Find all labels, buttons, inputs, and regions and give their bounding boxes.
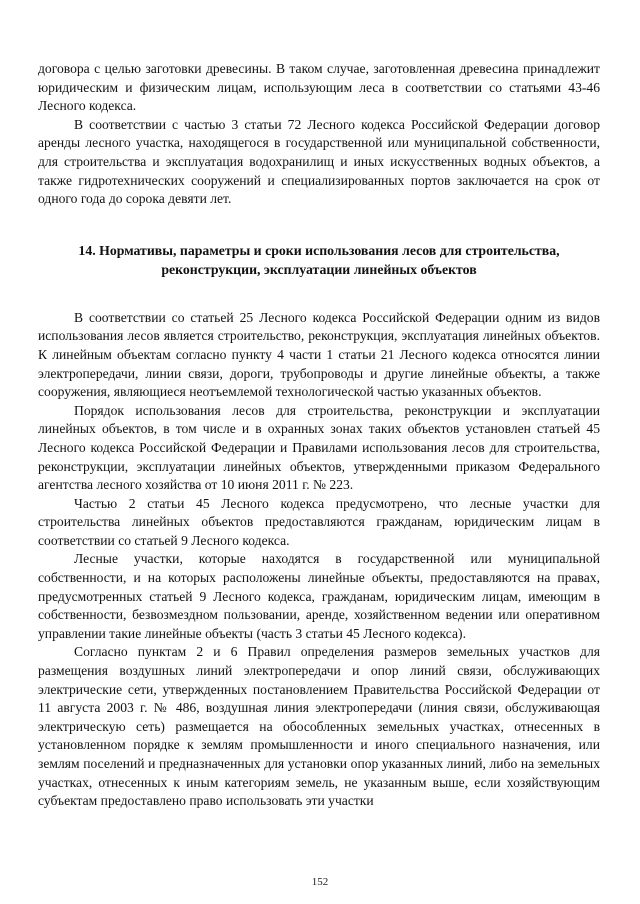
section-paragraph-2: Порядок использования лесов для строительства, реконструкции и эксплуатации линейных объектов, в том числе и в охранных зонах таких объектов установлен статьей 45 Лесного кодекса Российской Федерации и Правилами использования лесов для строительства, реконструкции, эксплуатации линейных объектов, утвержденными приказом Федерального агентства лесного хозяйства от 10 июня 2011 г. № 223. <box>38 402 600 493</box>
page-number: 152 <box>311 876 329 888</box>
section-heading-line-2: реконструкции, эксплуатации линейных объектов <box>161 261 477 277</box>
section-paragraph-5: Согласно пунктам 2 и 6 Правил определения размеров земельных участков для размещения воздушных линий электропередачи и опор линий связи, обслуживающих электрические сети, утвержденных постановлением Правительства Российской Федерации от 11 августа 2003 г. № 486, воздушная линия электропередачи (линия связи, обслуживающая электрическую сеть) размещается на обособленных земельных участках, отнесенных в установленном порядке к землям промышленности и иного специального назначения, или землям поселений и предназначенных для установки опор указанных линий, либо на земельных участках, отнесенных к иным категориям земель, не указанным выше, если хозяйствующим субъектам предоставлено право использовать эти участки <box>38 644 600 809</box>
section-paragraph-3: Частью 2 статьи 45 Лесного кодекса предусмотрено, что лесные участки для строительства линейных объектов предоставляются гражданам, юридическим лицам в соответствии со статьей 9 Лесного кодекса. <box>38 495 600 548</box>
document-page <box>38 60 600 811</box>
section-paragraph-4: Лесные участки, которые находятся в государственной или муниципальной собственности, и на которых расположены линейные объекты, предоставляются на правах, предусмотренных статьей 9 Лесного кодекса, гражданам, юридическим лицам, имеющим в собственности, безвозмездном пользовании, аренде, хозяйственном ведении или оперативном управлении такие линейные объекты (часть 3 статьи 45 Лесного кодекса). <box>38 551 600 641</box>
section-paragraph-1: В соответствии со статьей 25 Лесного кодекса Российской Федерации одним из видов использования лесов является строительство, реконструкция, эксплуатация линейных объектов. К линейным объектам согласно пункту 4 части 1 статьи 21 Лесного кодекса относятся линии электропередачи, линии связи, дороги, трубопроводы и другие линейные объекты, а также сооружения, являющиеся неотъемлемой технологической частью указанных объектов. <box>38 309 600 400</box>
section-heading-line-1: 14. Нормативы, параметры и сроки использования лесов для строительства, <box>78 242 560 258</box>
section-heading <box>38 241 600 279</box>
intro-paragraph-1: договора с целью заготовки древесины. В таком случае, заготовленная древесина принадлежит юридическим и физическим лицам, использующим леса в соответствии со статьями 43-46 Лесного кодекса. <box>38 61 600 114</box>
intro-paragraph-2: В соответствии с частью 3 статьи 72 Лесного кодекса Российской Федерации договор аренды лесного участка, находящегося в государственной или муниципальной собственности, для строительства и эксплуатация водохранилищ и иных искусственных водных объектов, а также гидротехнических сооружений и специализированных портов заключается на срок от одного года до сорока девяти лет. <box>38 116 600 207</box>
